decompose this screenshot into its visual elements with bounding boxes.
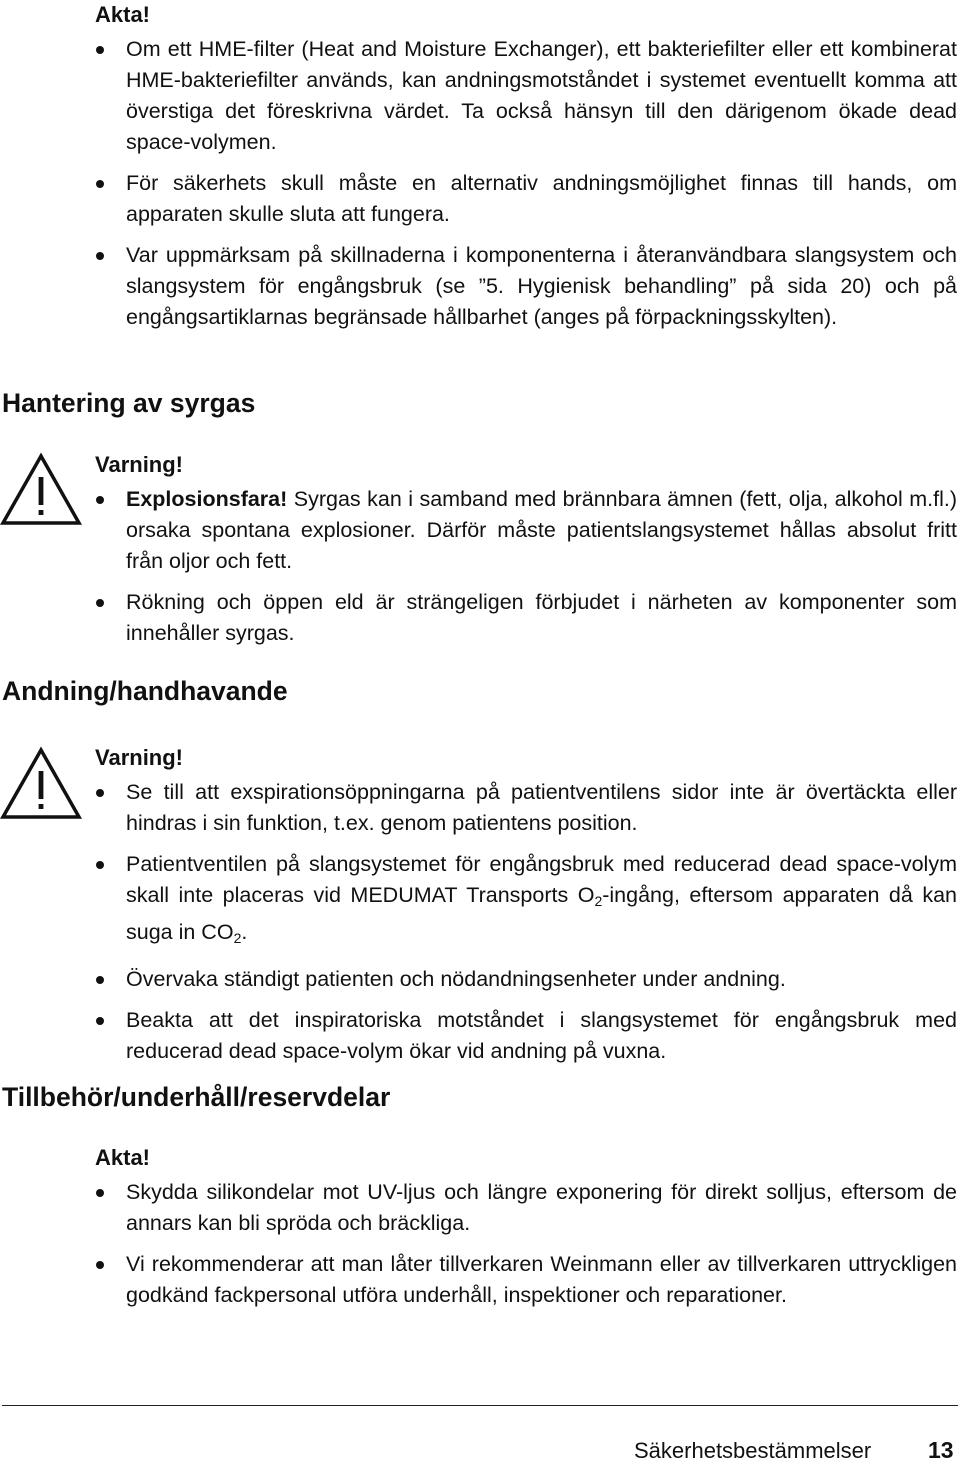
bullet-icon — [96, 861, 104, 869]
bullet-icon — [96, 1189, 104, 1197]
footer-chapter-title: Säkerhetsbestämmelser — [634, 1438, 872, 1463]
list-item — [95, 34, 957, 158]
subscript: 2 — [594, 893, 603, 909]
section-heading-breathing: Andning/handhavande — [2, 676, 288, 706]
warning-triangle-icon — [0, 746, 82, 820]
bullet-icon — [96, 976, 104, 984]
section-heading-accessories: Tillbehör/underhåll/reservdelar — [2, 1082, 391, 1112]
warning-block-oxygen — [95, 450, 957, 659]
list-item-text: -ingång, eftersom apparaten då kan suga in CO — [126, 883, 957, 944]
list-item-text: Var uppmärksam på skillnaderna i komponenterna i återanvändbara slangsystem och slangsystem för engångsbruk (se ”5. Hygienisk behandling” på sida 20) och på engångsartiklarnas begränsade hållbarhet (anges på förpackningsskylten). — [126, 243, 957, 329]
list-item-text: Patientventilen på slangsystemet för engångsbruk med reducerad dead space-volym skall inte placeras vid MEDUMAT Transports O — [126, 852, 957, 907]
list-item — [95, 168, 957, 230]
bullet-icon — [96, 789, 104, 797]
warning-triangle-icon — [0, 452, 82, 526]
list-item-text: Om ett HME-filter (Heat and Moisture Exchanger), ett bakteriefilter eller ett kombinerat HME-bakteriefilter används, kan andningsmotståndet i systemet eventuellt komma att överstiga det föreskrivna värdet. Ta också hänsyn till den därigenom ökade dead space-volymen. — [126, 37, 957, 154]
list-item-text: Vi rekommenderar att man låter tillverkaren Weinmann eller av tillverkaren uttryckligen godkänd fackpersonal utföra underhåll, inspektioner och reparationer. — [126, 1252, 957, 1307]
list-item-text: För säkerhets skull måste en alternativ andningsmöjlighet finnas till hands, om apparaten skulle sluta att fungera. — [126, 171, 957, 226]
list-item-text: Övervaka ständigt patienten och nödandningsenheter under andning. — [126, 967, 786, 991]
warning-list — [95, 777, 957, 1067]
emphasis-text: Explosionsfara! — [126, 487, 288, 511]
list-item — [95, 777, 957, 839]
list-item — [95, 964, 957, 995]
list-item — [95, 240, 957, 333]
page-number: 13 — [928, 1437, 954, 1463]
caution-title: Akta! — [95, 1145, 151, 1170]
list-item — [95, 484, 957, 577]
bullet-icon — [96, 1017, 104, 1025]
list-item-text: Skydda silikondelar mot UV-ljus och längre exponering för direkt solljus, eftersom de annars kan bli spröda och bräckliga. — [126, 1180, 957, 1235]
bullet-icon — [96, 46, 104, 54]
list-item — [95, 849, 957, 954]
list-item-text: . — [241, 920, 248, 944]
warning-title: Varning! — [95, 452, 184, 477]
bullet-icon — [96, 252, 104, 260]
caution-block — [95, 0, 957, 343]
bullet-icon — [96, 180, 104, 188]
warning-title: Varning! — [95, 745, 184, 770]
subscript: 2 — [233, 930, 242, 946]
list-item — [95, 587, 957, 649]
bullet-icon — [96, 1261, 104, 1269]
list-item — [95, 1249, 957, 1311]
list-item-text: Rökning och öppen eld är strängeligen förbjudet i närheten av komponenter som innehåller syrgas. — [126, 590, 957, 645]
list-item-text: Se till att exspirationsöppningarna på patientventilens sidor inte är övertäckta eller hindras i sin funktion, t.ex. genom patientens position. — [126, 780, 957, 835]
section-heading-oxygen: Hantering av syrgas — [2, 388, 256, 418]
caution-title: Akta! — [95, 2, 151, 27]
warning-block-breathing — [95, 743, 957, 1077]
caution-block-accessories — [95, 1143, 957, 1321]
list-item — [95, 1177, 957, 1239]
list-item — [95, 1005, 957, 1067]
list-item-text: Syrgas kan i samband med brännbara ämnen (fett, olja, alkohol m.fl.) orsaka spontana explosioner. Därför måste patientslangsystemet hållas absolut fritt från oljor och fett. — [126, 487, 957, 573]
caution-list — [95, 34, 957, 333]
warning-list — [95, 484, 957, 649]
list-item-text: Beakta att det inspiratoriska motståndet i slangsystemet för engångsbruk med reducerad dead space-volym ökar vid andning på vuxna. — [126, 1008, 957, 1063]
bullet-icon — [96, 496, 104, 504]
footer-divider — [2, 1405, 958, 1406]
caution-list — [95, 1177, 957, 1311]
bullet-icon — [96, 599, 104, 607]
